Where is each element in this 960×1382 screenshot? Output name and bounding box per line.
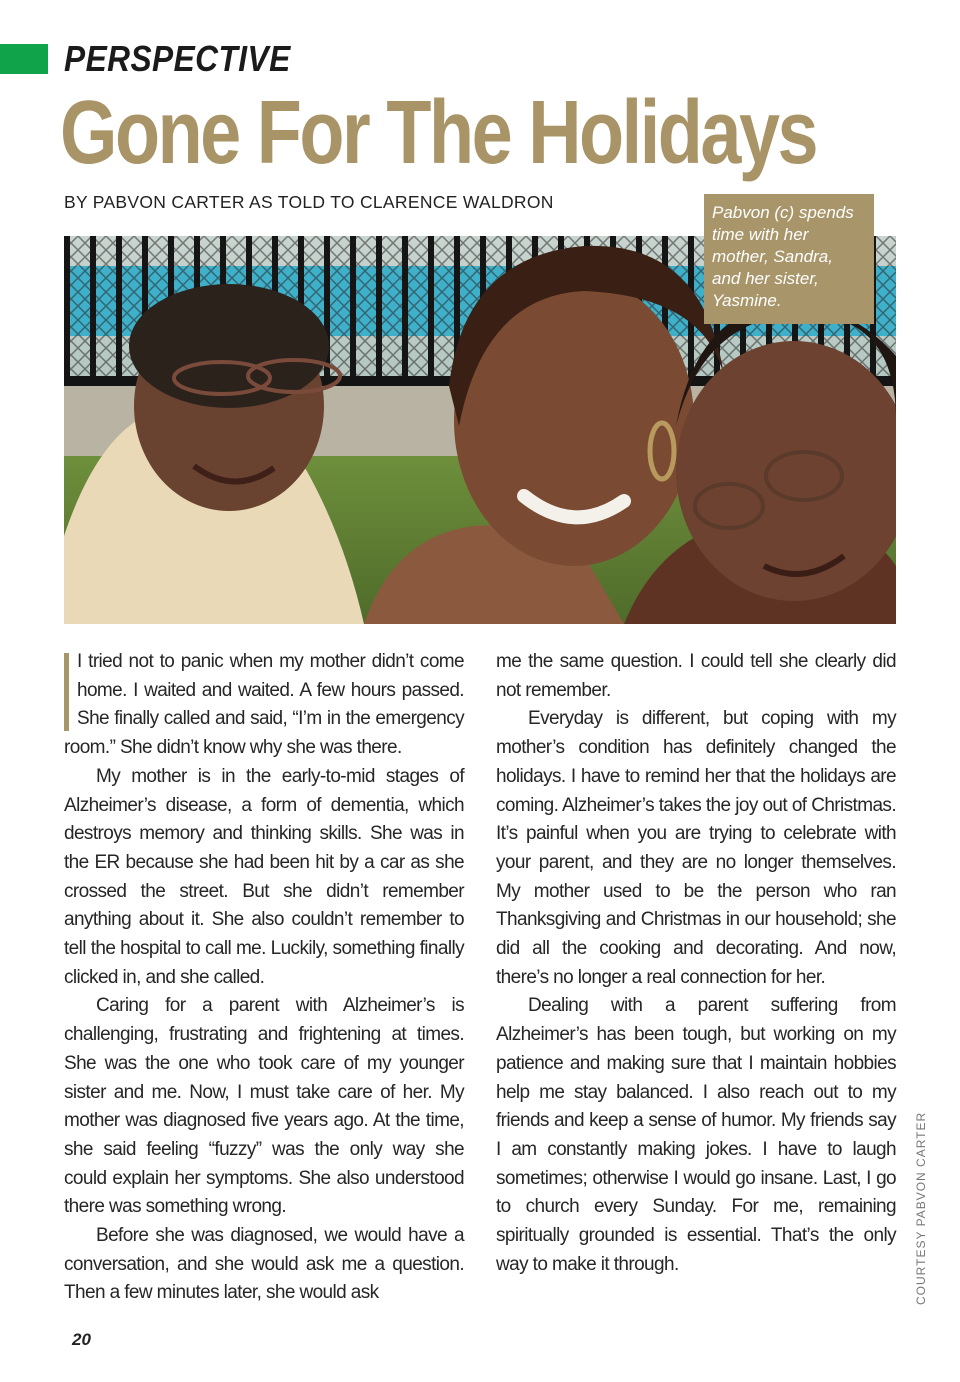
article-paragraph: My mother is in the early-to-mid stages of Alzheimer’s disease, a form of dementia, which destroys memory and thinking skills. She was in the ER because she had been hit by a car as she crossed the street. But she didn’t remember anything about it. She also couldn’t remember to tell the hospital to call me. Luckily, something finally clicked in, and she called. xyxy=(64,765,464,988)
article-column-left xyxy=(64,648,464,1308)
article-byline: BY PABVON CARTER AS TOLD TO CLARENCE WALDRON xyxy=(64,192,554,212)
article-column-right xyxy=(496,648,896,1279)
article-paragraph: Dealing with a parent suffering from Alzheimer’s has been tough, but working on my patience and making sure that I maintain hobbies help me stay balanced. I also reach out to my friends and keep a sense of humor. My friends say I am constantly making jokes. I have to laugh sometimes; otherwise I would go insane. Last, I go to church every Sunday. For me, remaining spiritually grounded is essential. That’s the only way to make it through. xyxy=(496,995,896,1275)
article-paragraph: Caring for a parent with Alzheimer’s is challenging, frustrating and frightening at times. She was the one who took care of my younger sister and me. Now, I must take care of her. My mother was diagnosed five years ago. At the time, she said feeling “fuzzy” was the only way she could explain her symptoms. She also understood there was something wrong. xyxy=(64,995,464,1218)
page-number: 20 xyxy=(72,1330,91,1349)
photo-caption: Pabvon (c) spends time with her mother, Sandra, and her sister, Yasmine. xyxy=(704,194,874,324)
article-paragraph: Before she was diagnosed, we would have a conversation, and she would ask me a question. Then a few minutes later, she would ask xyxy=(64,1225,464,1304)
photo-credit: COURTESY PABVON CARTER xyxy=(914,1111,928,1305)
article-paragraph: me the same question. I could tell she clearly did not remember. xyxy=(496,651,896,701)
section-accent-bar xyxy=(0,44,48,74)
article-paragraph: I tried not to panic when my mother didn’t come home. I waited and waited. A few hours passed. She finally called and said, “I’m in the emergency room.” She didn’t know why she was there. xyxy=(64,651,464,759)
section-label: PERSPECTIVE xyxy=(64,38,291,79)
article-headline: Gone For The Holidays xyxy=(60,83,817,183)
drop-cap-bar xyxy=(64,653,69,731)
article-body xyxy=(64,648,896,1308)
article-paragraph: Everyday is different, but coping with my mother’s condition has definitely changed the holidays. I have to remind her that the holidays are coming. Alzheimer’s takes the joy out of Christmas. It’s painful when you are trying to celebrate with your parent, and they are no longer themselves. My mother used to be the person who ran Thanksgiving and Christmas in our household; she did all the cooking and decorating. And now, there’s no longer a real connection for her. xyxy=(496,708,896,988)
